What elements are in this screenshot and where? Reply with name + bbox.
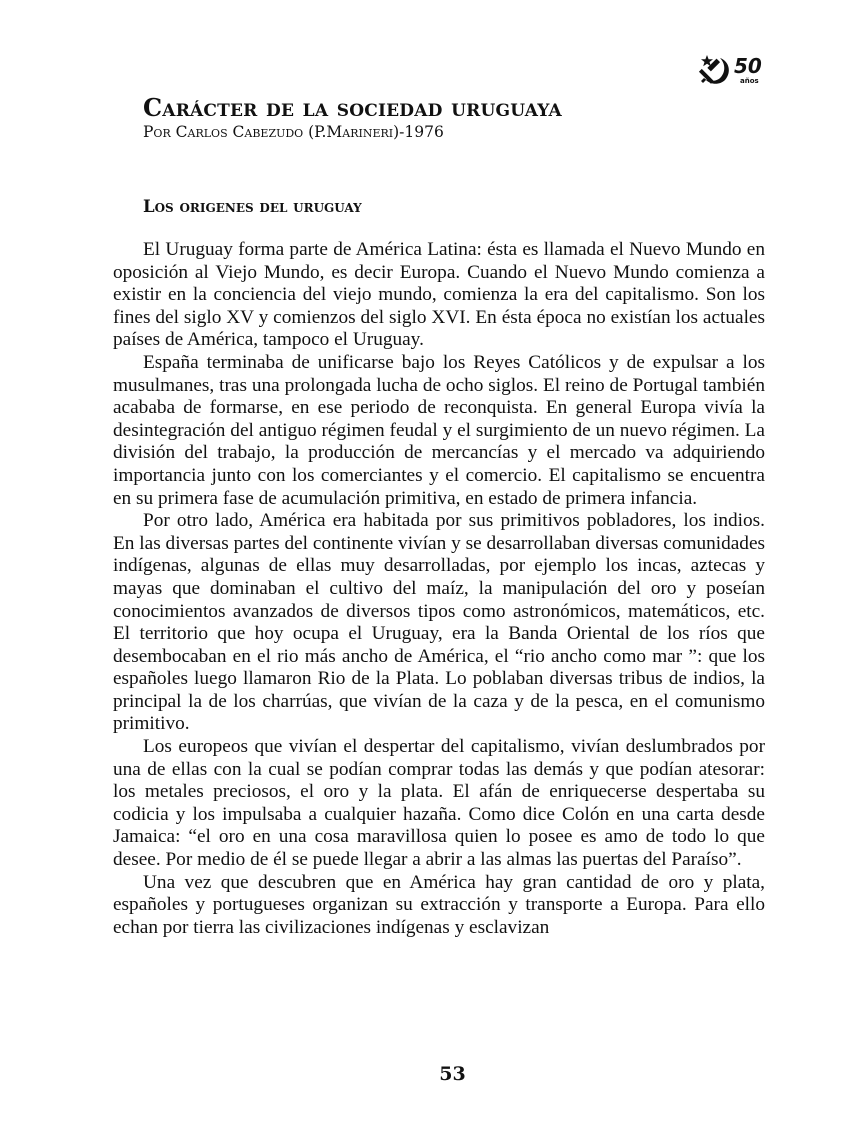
article-author: Por Carlos Cabezudo (P.Marineri)-1976 bbox=[143, 123, 444, 141]
body-paragraph: España terminaba de unificarse bajo los Reyes Católicos y de expulsar a los musulmanes, tras una prolongada lucha de ocho siglos. El reino de Portugal también acababa de formarse, en ese periodo de reconquista. En general Europa vivía la desintegración del antiguo régimen feudal y el surgimiento de un nuevo régimen. La división del trabajo, la producción de mercancías y el mercado va adquiriendo importancia junto con los comerciantes y el comercio. El capitalismo se encuentra en su primera fase de acumulación primitiva, en estado de primera infancia. bbox=[113, 351, 765, 509]
body-paragraph: Por otro lado, América era habitada por sus primitivos pobladores, los indios. En las diversas partes del continente vivían y se desarrollaban diversas comunidades indígenas, algunas de ellas muy desarrolladas, por ejemplo los incas, aztecas y mayas que dominaban el cultivo del maíz, la manipulación del oro y poseían conocimientos avanzados de diversos tipos como astronómicos, matemáticos, etc. El territorio que hoy ocupa el Uruguay, era la Banda Oriental de los ríos que desembocaban en el rio más ancho de América, el “rio ancho como mar ”: que los españoles luego llamaron Rio de la Plata. Lo poblaban diversas tribus de indios, la principal la de los charrúas, que vivían de la caza y de la pesca, en el comunismo primitivo. bbox=[113, 510, 765, 735]
svg-text:50: 50 bbox=[734, 54, 762, 78]
body-paragraph: Una vez que descubren que en América hay gran cantidad de oro y plata, españoles y portugueses organizan su extracción y transporte a Europa. Para ello echan por tierra las civilizaciones indígenas y esclavizan bbox=[113, 871, 765, 938]
svg-text:años: años bbox=[740, 77, 759, 85]
article-header bbox=[143, 94, 763, 142]
body-paragraph: Los europeos que vivían el despertar del capitalismo, vivían deslumbrados por una de ellas con la cual se podían comprar todas las demás y que podían atesorar: los metales preciosos, el oro y la plata. El afán de enriquecerse despertaba su codicia y los impulsaba a cualquier hazaña. Como dice Colón en una carta desde Jamaica: “el oro en una cosa maravillosa quien lo posee es amo de todo lo que desee. Por medio de él se puede llegar a abrir a las almas las puertas del Paraíso”. bbox=[113, 736, 765, 871]
anniversary-logo bbox=[698, 52, 770, 92]
article-title: Carácter de la sociedad uruguaya bbox=[143, 93, 562, 122]
section-heading: Los origenes del uruguay bbox=[143, 197, 362, 216]
body-paragraph: El Uruguay forma parte de América Latina: ésta es llamada el Nuevo Mundo en oposición al Viejo Mundo, es decir Europa. Cuando el Nuevo Mundo comienza a existir en la conciencia del viejo mundo, comienza la era del capitalismo. Son los fines del siglo XV y comienzos del siglo XVI. En ésta época no existían los actuales países de América, tampoco el Uruguay. bbox=[113, 239, 765, 351]
hammer-sickle-icon bbox=[698, 52, 770, 92]
page-number: 53 bbox=[439, 1063, 466, 1085]
article-body bbox=[113, 239, 765, 939]
